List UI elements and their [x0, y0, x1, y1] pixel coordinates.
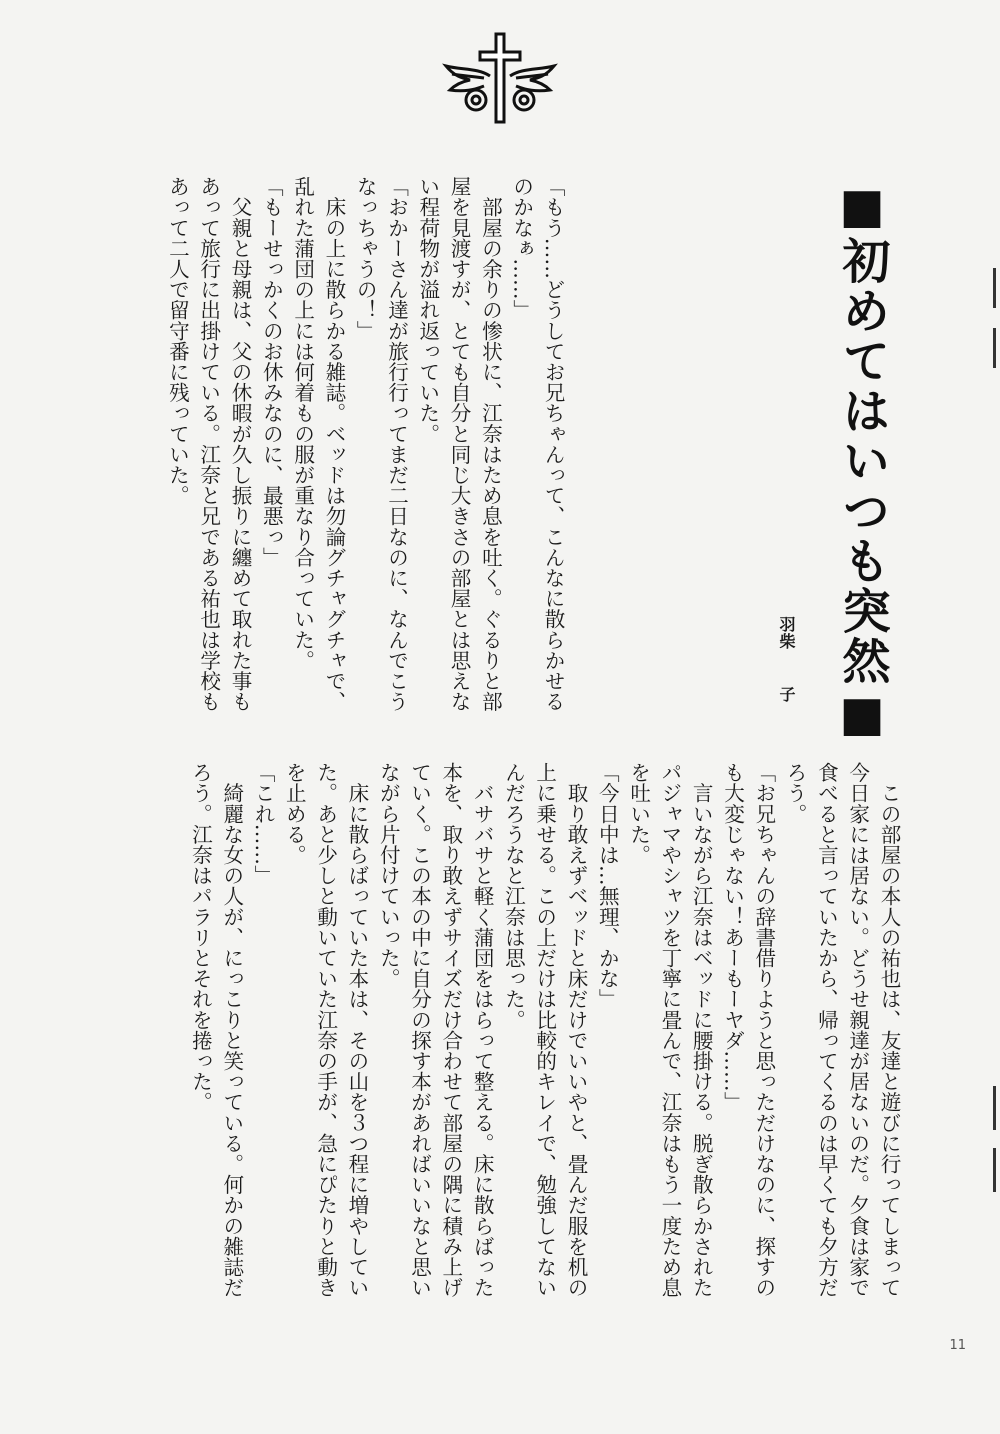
text-line: を止める。 — [282, 762, 307, 865]
edge-mark — [993, 1086, 996, 1130]
text-line: この部屋の本人の祐也は、友達と遊びに行ってしまって — [877, 762, 901, 1298]
text-line: を吐いた。 — [626, 762, 651, 865]
text-line: い程荷物が溢れ返っていた。 — [415, 176, 440, 444]
text-line: のかなぁ……」 — [509, 176, 534, 321]
text-line: 「これ……」 — [251, 762, 276, 886]
text-line: ろう。江奈はパラリとそれを捲った。 — [188, 762, 213, 1113]
text-line: 部屋の余りの惨状に、江奈はため息を吐く。ぐるりと部 — [478, 176, 503, 712]
text-line: 「お兄ちゃんの辞書借りようと思っただけなのに、探すの — [751, 762, 776, 1298]
edge-mark — [993, 268, 996, 308]
text-line: も大変じゃない！あーもーヤダ……」 — [720, 762, 745, 1113]
text-line: あって旅行に出掛けている。江奈と兄である祐也は学校も — [196, 176, 221, 712]
text-block-top — [0, 176, 568, 736]
text-line: パジャマやシャツを丁寧に畳んで、江奈はもう一度ため息 — [657, 762, 682, 1298]
text-block-bottom — [0, 762, 904, 1322]
text-line: 「もう……どうしてお兄ちゃんって、こんなに散らかせる — [541, 176, 565, 712]
text-line: 本を、取り敢えずサイズだけ合わせて部屋の隅に積み上げ — [438, 762, 463, 1298]
text-line: 綺麗な女の人が、にっこりと笑っている。何かの雑誌だ — [219, 762, 244, 1298]
text-line: 上に乗せる。この上だけは比較的キレイで、勉強してない — [532, 762, 557, 1298]
text-line: 「おかーさん達が旅行行ってまだ二日なのに、なんでこう — [384, 176, 409, 712]
text-line: ていく。この本の中に自分の探す本があればいいなと思い — [407, 762, 432, 1298]
author-family-name: 羽柴 — [777, 616, 796, 650]
text-line: 屋を見渡すが、とても自分と同じ大きさの部屋とは思えな — [447, 176, 472, 712]
text-line: 父親と母親は、父の休暇が久し振りに纏めて取れた事も — [228, 176, 253, 712]
text-line: バサバサと軽く蒲団をはらって整える。床に散らばった — [470, 762, 495, 1298]
text-line: 言いながら江奈はベッドに腰掛ける。脱ぎ散らかされた — [689, 762, 714, 1298]
text-line: ろう。 — [783, 762, 808, 824]
page-number: 11 — [949, 1338, 966, 1353]
text-line: 乱れた蒲団の上には何着もの服が重なり合っていた。 — [290, 176, 315, 671]
text-line: んだろうなと江奈は思った。 — [501, 762, 526, 1030]
text-line: た。あと少しと動いていた江奈の手が、急にぴたりと動き — [313, 762, 338, 1298]
author-name — [776, 616, 796, 703]
text-line: 取り敢えずベッドと床だけでいいやと、畳んだ服を机の — [564, 762, 589, 1298]
text-line: 「今日中は…無理、かな」 — [595, 762, 620, 1010]
edge-mark — [993, 328, 996, 368]
text-line: 床の上に散らかる雑誌。ベッドは勿論グチャグチャで、 — [321, 176, 346, 712]
edge-mark — [993, 1148, 996, 1192]
text-line: ながら片付けていった。 — [376, 762, 401, 989]
author-given-name: 子 — [777, 686, 796, 703]
text-line: 今日家には居ない。どうせ親達が居ないのだ。夕食は家で — [845, 762, 870, 1298]
story-title: ■初めてはいつも突然■ — [834, 178, 890, 744]
text-line: 床に散らばっていた本は、その山を３つ程に増やしてい — [344, 762, 369, 1298]
text-line: 「もーせっかくのお休みなのに、最悪っ」 — [259, 176, 284, 568]
text-line: あって二人で留守番に残っていた。 — [165, 176, 190, 506]
text-line: なっちゃうの！」 — [353, 176, 378, 341]
winged-cross-icon — [440, 30, 560, 126]
text-line: 食べると言っていたから、帰ってくるのは早くても夕方だ — [814, 762, 839, 1298]
